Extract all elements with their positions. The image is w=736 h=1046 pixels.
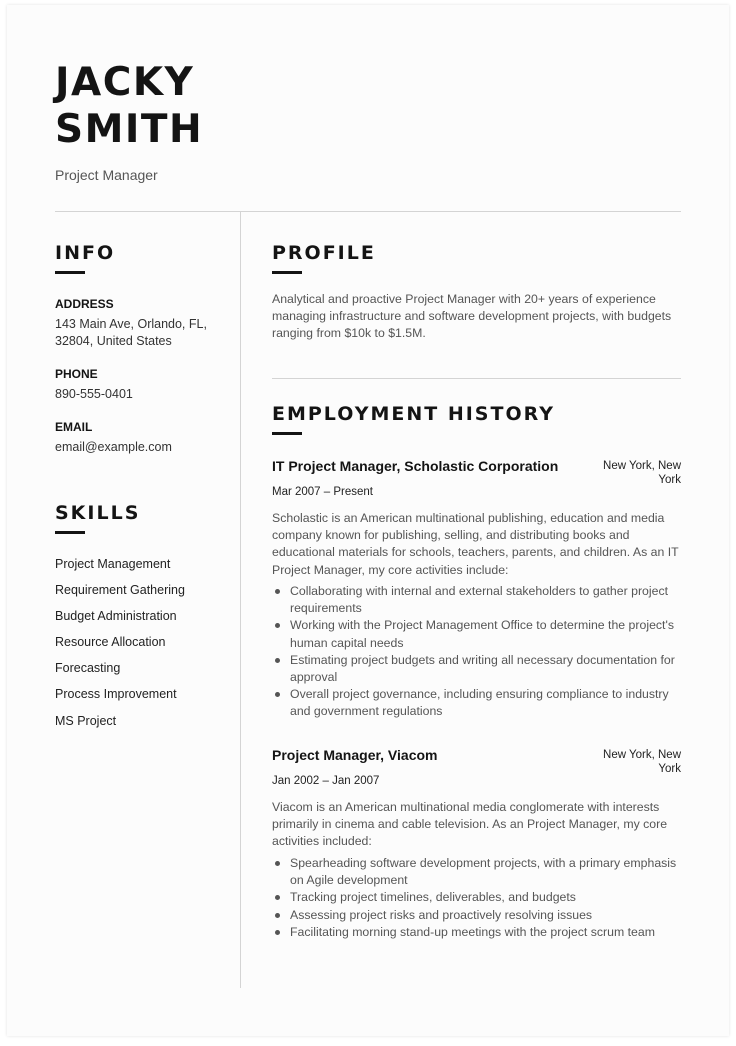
skill-item: Budget Administration [55,609,177,624]
job-title: IT Project Manager, Scholastic Corporation [272,458,559,474]
bullet-item: Tracking project timelines, deliverables, and budgets [272,889,684,906]
job-location: New York, New York [603,460,681,486]
profile-heading-underline [272,271,302,274]
resume-page [7,5,729,1036]
phone-label: PHONE [55,367,98,381]
job-bullets [272,855,684,941]
bullet-item: Estimating project budgets and writing all necessary documentation for approval [272,652,684,686]
job-bullets [272,583,684,721]
info-heading-underline [55,271,85,274]
bullet-item: Assessing project risks and proactively resolving issues [272,907,684,924]
address-value [55,316,235,350]
skill-item: Forecasting [55,661,121,676]
column-divider [240,212,241,988]
candidate-name [55,59,203,153]
bullet-item: Collaborating with internal and external stakeholders to gather project requirements [272,583,684,617]
last-name: SMITH [55,107,204,152]
bullet-item: Facilitating morning stand-up meetings with the project scrum team [272,924,684,941]
first-name: JACKY [55,60,195,105]
info-heading: INFO [55,242,116,264]
skill-item: Process Improvement [55,687,177,702]
job-location: New York, New York [603,749,681,775]
skill-item: Resource Allocation [55,635,166,650]
bullet-item: Overall project governance, including ensuring compliance to industry and government regulations [272,686,684,720]
profile-divider [272,378,681,379]
employment-heading: EMPLOYMENT HISTORY [272,403,555,425]
job-title: Project Manager, Viacom [272,747,438,763]
profile-summary: Analytical and proactive Project Manager with 20+ years of experience managing infrastructure and software development projects, with budgets ranging from $10k to $1.5M. [272,292,672,341]
bullet-dot [275,930,280,935]
phone-value: 890-555-0401 [55,387,133,401]
email-value: email@example.com [55,440,172,454]
bullet-dot [275,692,280,697]
skill-item: Requirement Gathering [55,583,185,598]
bullet-item: Spearheading software development projects, with a primary emphasis on Agile development [272,855,684,889]
bullet-item: Working with the Project Management Office to determine the project's human capital needs [272,617,684,651]
bullet-dot [275,913,280,918]
job-description: Scholastic is an American multinational publishing, education and media company known for publishing, selling, and distributing books and educational materials for schools, teachers, parents, and children. As an IT Project Manager, my core activities include: [272,511,679,577]
skills-heading-underline [55,531,85,534]
address-label: ADDRESS [55,297,114,311]
bullet-dot [275,589,280,594]
bullet-dot [275,895,280,900]
skill-item: Project Management [55,557,171,571]
header-divider [55,211,681,212]
job-dates: Jan 2002 – Jan 2007 [272,775,380,787]
employment-heading-underline [272,432,302,435]
job-title-subtitle: Project Manager [55,167,158,183]
job-dates: Mar 2007 – Present [272,486,374,498]
bullet-dot [275,623,280,628]
skills-heading: SKILLS [55,502,141,524]
bullet-dot [275,658,280,663]
skill-item: MS Project [55,713,117,728]
bullet-dot [275,861,280,866]
email-label: EMAIL [55,420,93,434]
profile-heading: PROFILE [272,242,376,264]
address-line-1: 143 Main Ave, Orlando, FL, [55,317,207,331]
job-description: Viacom is an American multinational media conglomerate with interests primarily in cinema and cable television. As an Project Manager, my core activities included: [272,800,668,849]
skills-list [55,556,185,739]
address-line-2: 32804, United States [55,334,172,348]
